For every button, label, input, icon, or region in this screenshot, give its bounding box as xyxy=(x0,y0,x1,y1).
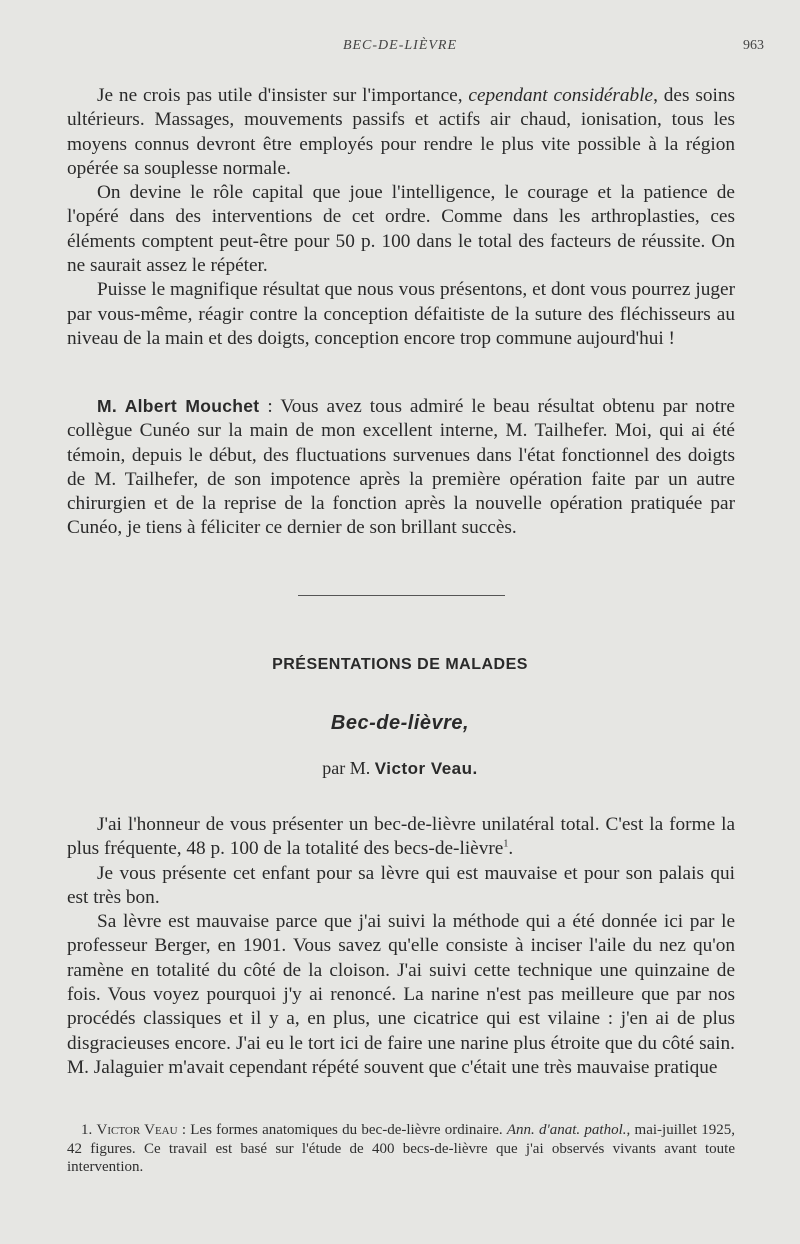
footnote-text xyxy=(67,1121,735,1177)
discussion-section xyxy=(67,394,735,541)
journal-title: Ann. d'anat. pathol. xyxy=(506,1122,627,1138)
paragraph xyxy=(67,84,735,181)
text-run: Je ne crois pas utile d'insister sur l'importance, xyxy=(97,85,469,106)
running-title: BEC-DE-LIÈVRE xyxy=(342,38,458,53)
closing-section xyxy=(67,84,735,351)
byline xyxy=(0,758,800,779)
footnote-number: 1. xyxy=(81,1122,93,1138)
section-divider xyxy=(298,595,505,596)
page-number: 963 xyxy=(743,38,764,53)
running-header xyxy=(0,38,800,58)
discussion-text: : Vous avez tous admiré le beau résultat obtenu par notre collègue Cunéo sur la main de mon excellent interne, M. Tailhefer. Moi, qui ai été témoin, depuis le début, des fluctuations survenues dans l'état fonctionnel des doigts de M. Tailhefer, de son impotence après la première opération faite par un autre chirurgien et de la reprise de la fonction après la nouvelle opération pratiquée par Cunéo, je tiens à féliciter ce dernier de son brillant succès. xyxy=(67,396,735,539)
paragraph: Je vous présente cet enfant pour sa lèvre qui est mauvaise et pour son palais qui est très bon. xyxy=(67,862,735,908)
paragraph xyxy=(67,813,735,862)
paragraph: On devine le rôle capital que joue l'intelligence, le courage et la patience de l'opéré dans des interventions de cet ordre. Comme dans les arthroplasties, ces éléments comptent peut-être pour 50 p. 100 dans le total des facteurs de réussite. On ne saurait assez le répéter. xyxy=(67,182,735,277)
text-run: . xyxy=(508,838,514,860)
author-name: Victor Veau. xyxy=(374,759,478,778)
text-run: , mai-juillet 1925, 42 figures. Ce travail est basé sur l'étude de 400 becs-de-lièvre que j'ai observés vivants avant toute intervention. xyxy=(67,1122,736,1175)
byline-prefix: par M. xyxy=(322,758,375,778)
paragraph: Puisse le magnifique résultat que nous vous présentons, et dont vous pourrez juger par vous-même, réagir contre la conception défaitiste de la suture des fléchisseurs au niveau de la main et des doigts, conception encore trop commune aujourd'hui ! xyxy=(67,279,735,349)
section-heading: PRÉSENTATIONS DE MALADES xyxy=(272,656,528,673)
article-body xyxy=(67,813,735,1080)
speaker-name: M. Albert Mouchet xyxy=(97,396,260,416)
footnote-ref: 1 xyxy=(503,838,509,850)
text-run: : Les formes anatomiques du bec-de-lièvre ordinaire. xyxy=(177,1122,507,1138)
text-run: , des soins ultérieurs. Massages, mouvements passifs et actifs air chaud, ionisation, tous les moyens connus devront être employés pour rendre le plus vite possible à la région opérée sa souplesse normale. xyxy=(67,85,736,179)
footnote-author: Victor Veau xyxy=(96,1122,178,1138)
paragraph xyxy=(67,394,735,541)
italic-run: cependant considérable xyxy=(468,85,654,106)
paragraph: Sa lèvre est mauvaise parce que j'ai suivi la méthode qui a été donnée ici par le professeur Berger, en 1901. Vous savez qu'elle consiste à inciser l'aile du nez qu'on ramène en totalité du côté de la cloison. J'ai suivi cette technique une quinzaine de fois. Vous voyez pourquoi j'y ai renoncé. La narine n'est pas meilleure que par nos procédés classiques et il y a, en plus, une cicatrice qui est vilaine : j'en ai de plus disgracieuses encore. J'ai eu le tort ici de faire une narine plus étroite que du côté sain. M. Jalaguier m'avait cependant répété souvent que c'était une très mauvaise pratique xyxy=(67,911,735,1078)
article-title: Bec-de-lièvre, xyxy=(330,712,470,734)
footnote xyxy=(67,1121,735,1177)
text-run: J'ai l'honneur de vous présenter un bec-de-lièvre unilatéral total. C'est la forme la plus fréquente, 48 p. 100 de la totalité des becs-de-lièvre xyxy=(67,814,735,860)
